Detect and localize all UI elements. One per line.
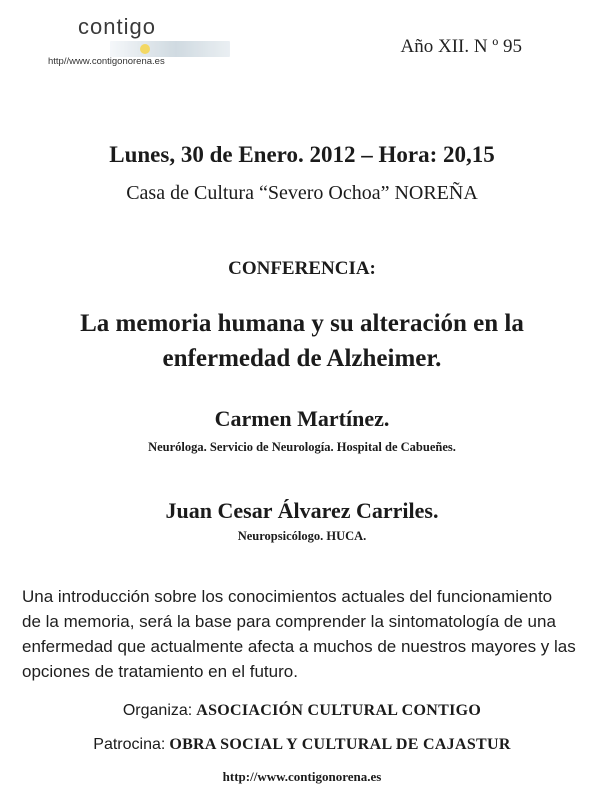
sponsor-label: Patrocina: bbox=[93, 736, 166, 753]
speaker-role: Neuróloga. Servicio de Neurología. Hospital de Cabueñes. bbox=[148, 440, 456, 454]
contigo-logo bbox=[48, 14, 198, 70]
conference-description bbox=[22, 584, 588, 684]
organizer-line bbox=[0, 702, 604, 720]
footer-url: http://www.contigonorena.es bbox=[222, 769, 382, 784]
description-line: opciones de tratamiento en el futuro. bbox=[22, 662, 298, 681]
issue-number: Año XII. N º 95 bbox=[400, 36, 522, 57]
speaker-name: Carmen Martínez. bbox=[214, 406, 390, 431]
organizer-name: ASOCIACIÓN CULTURAL CONTIGO bbox=[196, 702, 482, 719]
logo-wordmark: contigo bbox=[78, 14, 156, 39]
organizer-label: Organiza: bbox=[122, 702, 193, 719]
conference-title-line: La memoria humana y su alteración en la bbox=[80, 310, 524, 337]
event-type-label: CONFERENCIA: bbox=[228, 258, 376, 279]
conference-title-line: enfermedad de Alzheimer. bbox=[162, 345, 442, 372]
event-venue: Casa de Cultura “Severo Ochoa” NOREÑA bbox=[126, 182, 478, 204]
sponsor-name: OBRA SOCIAL Y CULTURAL DE CAJASTUR bbox=[169, 736, 511, 753]
description-line: enfermedad que actualmente afecta a muchos de nuestros mayores y las bbox=[22, 637, 576, 656]
sponsor-line bbox=[0, 736, 604, 754]
event-date: Lunes, 30 de Enero. 2012 – Hora: 20,15 bbox=[109, 142, 495, 167]
description-line: Una introducción sobre los conocimientos actuales del funcionamiento bbox=[22, 587, 553, 606]
logo-url: http//www.contigonorena.es bbox=[48, 56, 165, 67]
description-line: de la memoria, será la base para comprender la sintomatología de una bbox=[22, 612, 556, 631]
speaker-name: Juan Cesar Álvarez Carriles. bbox=[165, 498, 439, 523]
logo-sun-band bbox=[110, 41, 230, 57]
conference-title bbox=[0, 306, 604, 376]
speaker-role: Neuropsicólogo. HUCA. bbox=[237, 529, 367, 543]
